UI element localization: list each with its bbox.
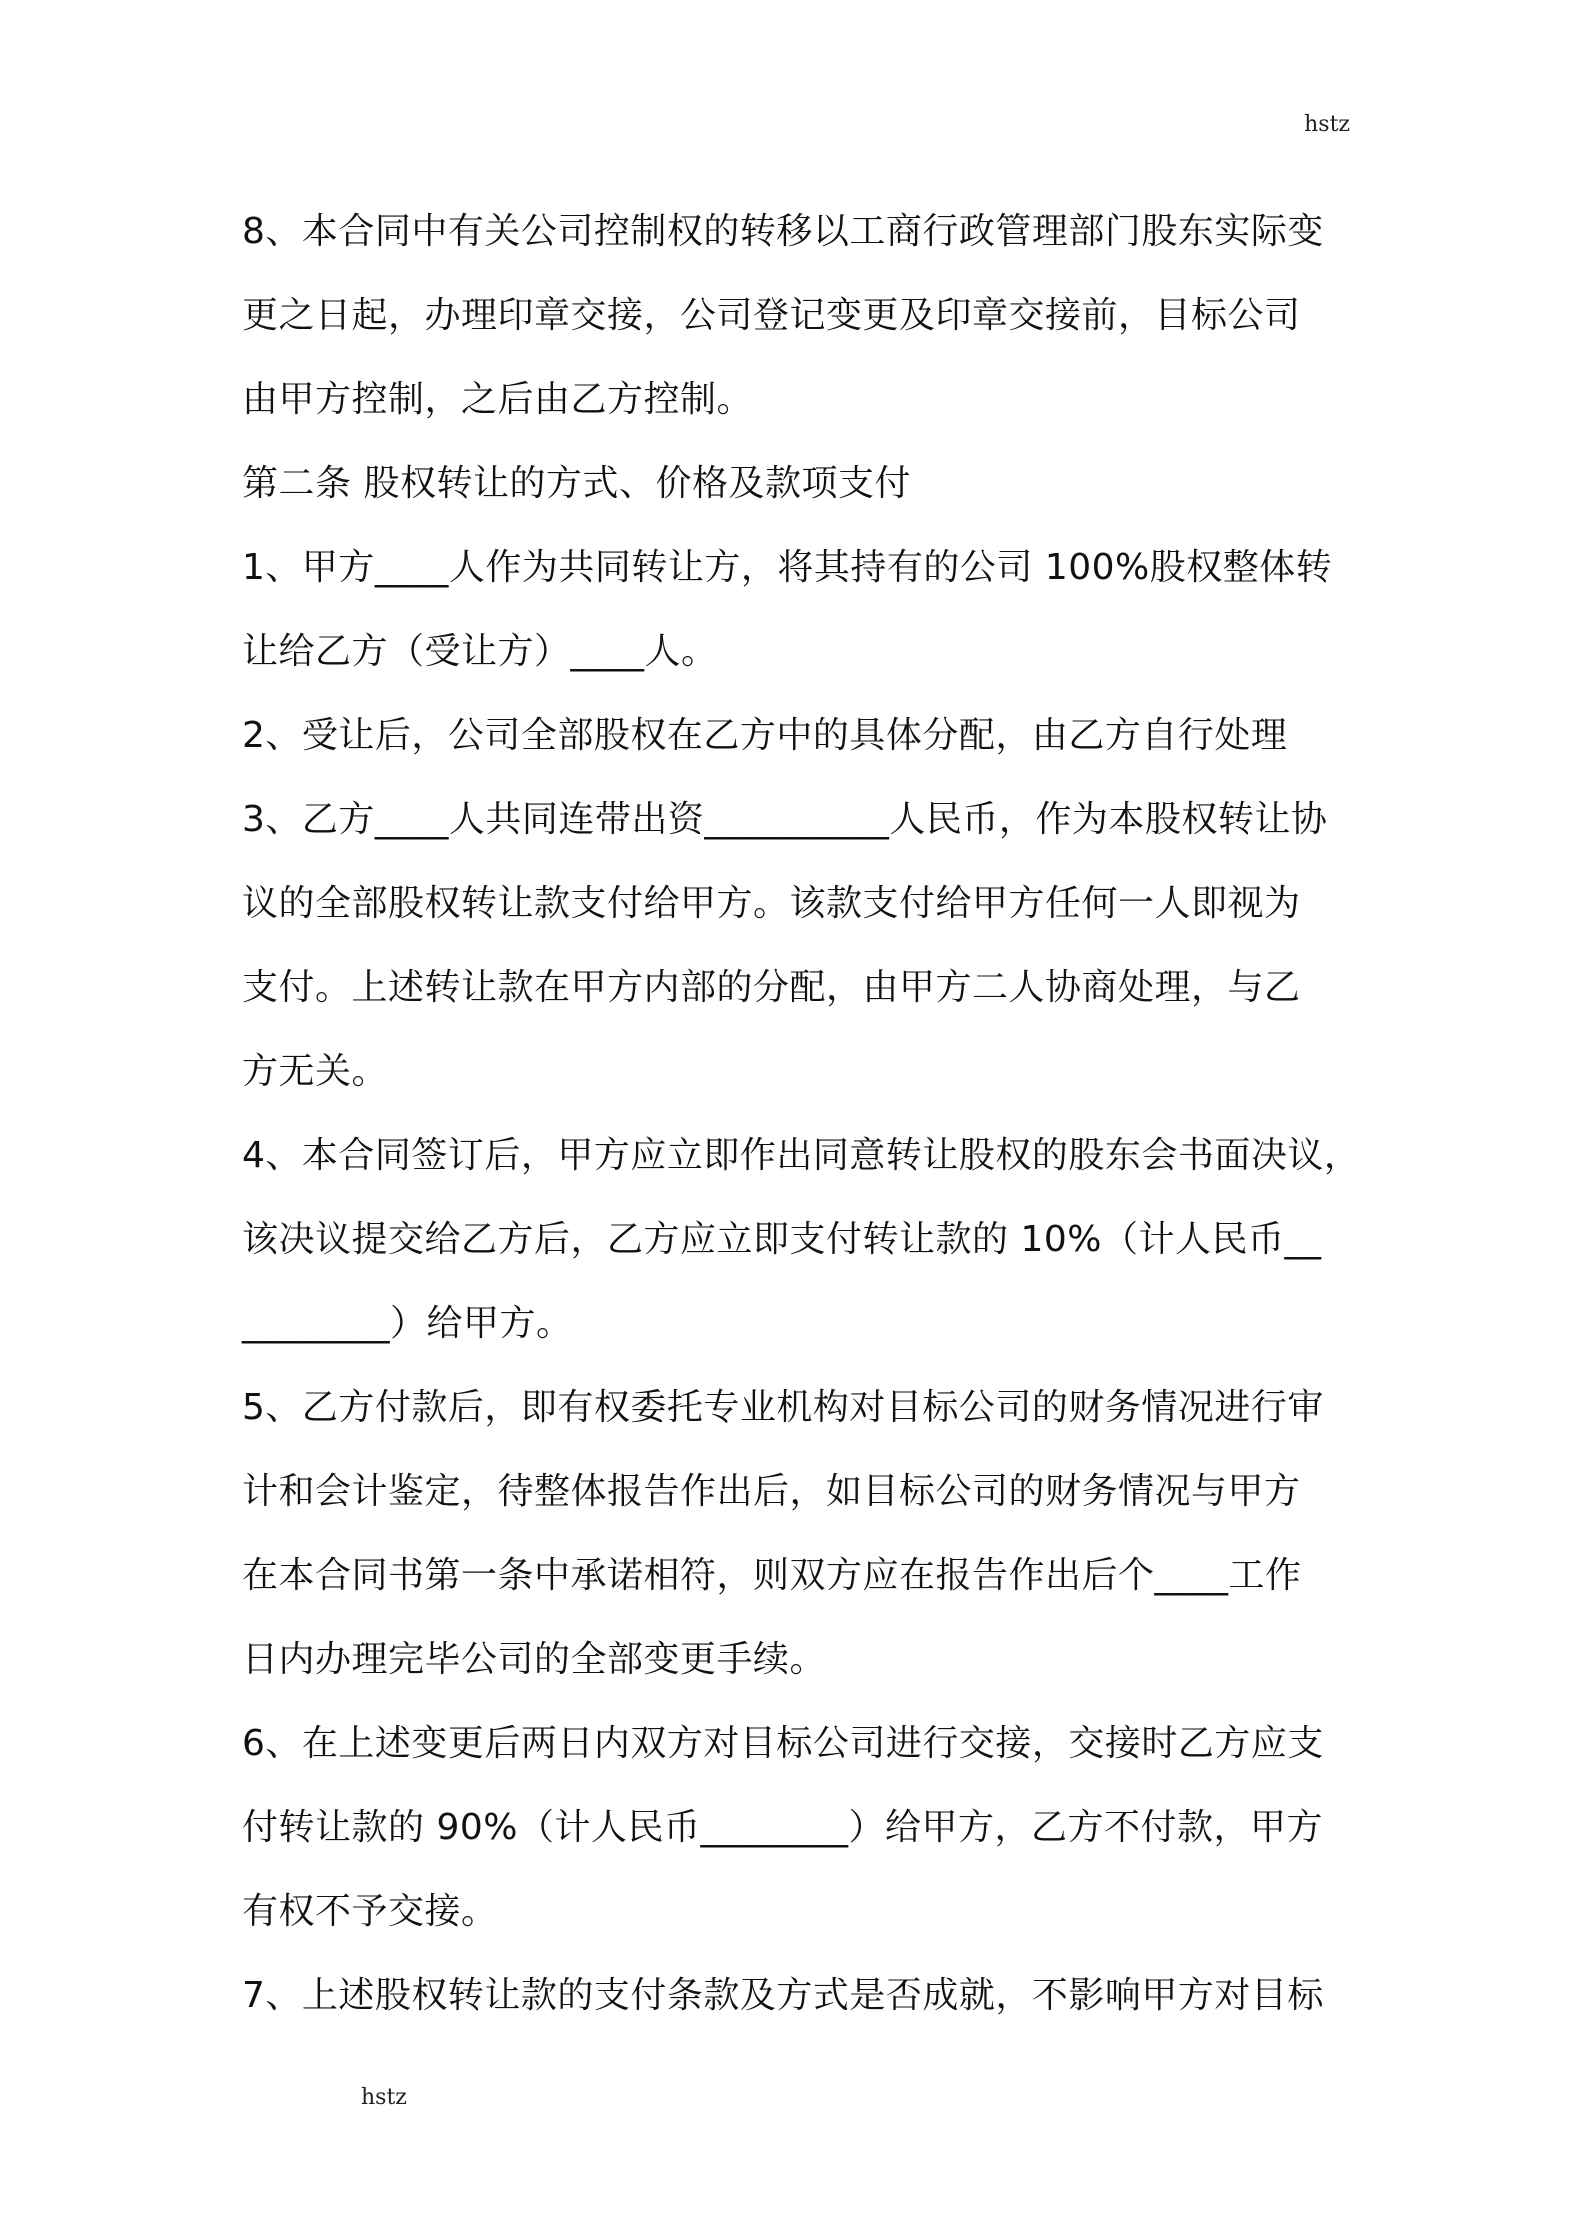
text-line-9: 议的全部股权转让款支付给甲方。该款支付给甲方任何一人即视为 [242,883,1301,924]
text-line-12: 4、本合同签订后，甲方应立即作出同意转让股权的股东会书面决议， [242,1135,1361,1176]
text-line-13: 该决议提交给乙方后，乙方应立即支付转让款的 10%（计人民币__ [242,1219,1322,1260]
text-line-18: 日内办理完毕公司的全部变更手续。 [242,1639,827,1680]
text-line-8: 3、乙方____人共同连带出资__________人民币，作为本股权转让协 [242,799,1328,840]
text-line-3: 由甲方控制，之后由乙方控制。 [242,379,754,420]
text-line-11: 方无关。 [242,1051,389,1092]
text-line-7: 2、受让后，公司全部股权在乙方中的具体分配，由乙方自行处理 [242,715,1288,756]
footer-watermark: hstz [361,2085,407,2110]
text-line-19: 6、在上述变更后两日内双方对目标公司进行交接，交接时乙方应支 [242,1723,1324,1764]
text-line-21: 有权不予交接。 [242,1891,498,1932]
text-line-22: 7、上述股权转让款的支付条款及方式是否成就，不影响甲方对目标 [242,1975,1324,2016]
text-line-14: ________）给甲方。 [242,1303,573,1344]
text-line-16: 计和会计鉴定，待整体报告作出后，如目标公司的财务情况与甲方 [242,1471,1301,1512]
header-watermark: hstz [1304,112,1350,137]
text-line-6: 让给乙方（受让方）____人。 [242,631,718,672]
text-line-10: 支付。上述转让款在甲方内部的分配，由甲方二人协商处理，与乙 [242,967,1301,1008]
section-heading: 第二条 股权转让的方式、价格及款项支付 [242,463,911,504]
text-line-17: 在本合同书第一条中承诺相符，则双方应在报告作出后个____工作 [242,1555,1302,1596]
text-line-15: 5、乙方付款后，即有权委托专业机构对目标公司的财务情况进行审 [242,1387,1324,1428]
text-line-20: 付转让款的 90%（计人民币________）给甲方，乙方不付款，甲方 [242,1807,1323,1848]
text-line-2: 更之日起，办理印章交接，公司登记变更及印章交接前，目标公司 [242,295,1301,336]
document-body [242,190,1361,2038]
text-line-5: 1、甲方____人作为共同转让方，将其持有的公司 100%股权整体转 [242,547,1333,588]
text-line-1: 8、本合同中有关公司控制权的转移以工商行政管理部门股东实际变 [242,211,1324,252]
